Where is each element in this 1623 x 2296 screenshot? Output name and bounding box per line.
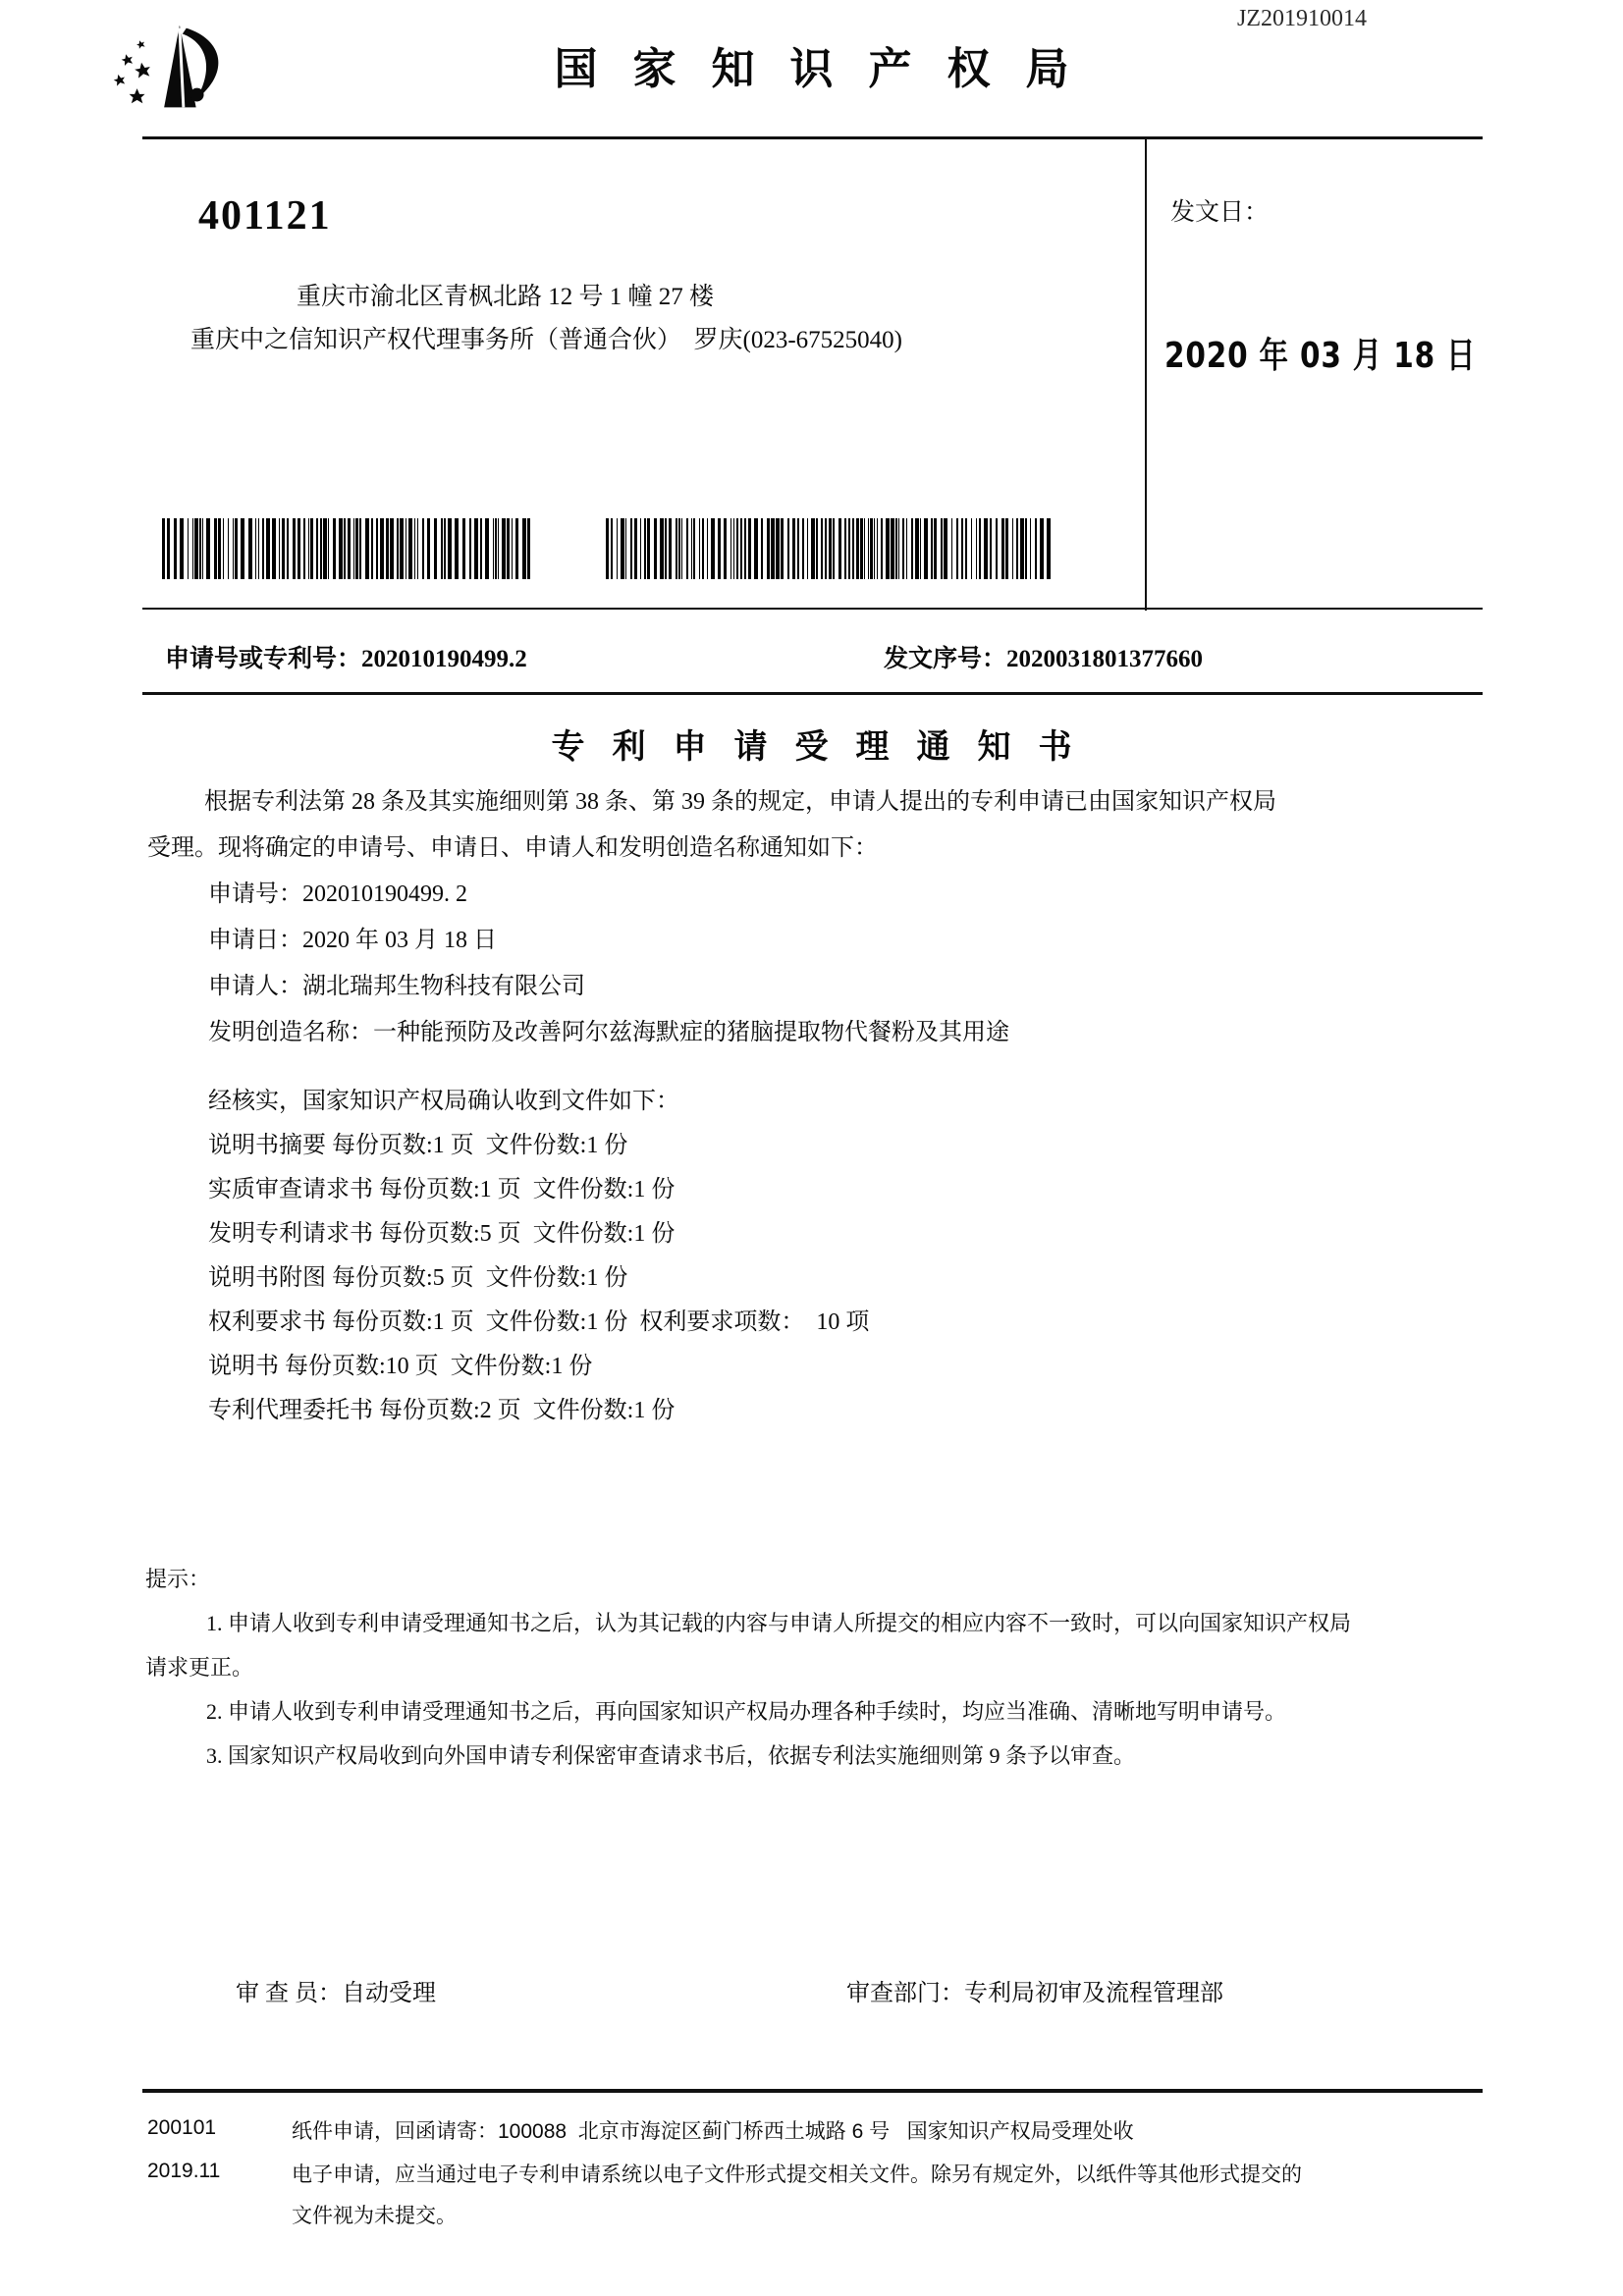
examiner-field bbox=[236, 1973, 436, 2007]
intro-line: 根据专利法第 28 条及其实施细则第 38 条、第 39 条的规定，申请人提出的专利申请已由国家知识产权局 bbox=[204, 789, 1276, 815]
received-file-line: 说明书 每份页数:10 页 文件份数:1 份 bbox=[208, 1354, 593, 1379]
application-barcode-icon bbox=[162, 518, 533, 579]
vertical-divider bbox=[1145, 136, 1147, 611]
tip-line: 3. 国家知识产权局收到向外国申请专利保密审查请求书后，依据专利法实施细则第 9 条予以审查。 bbox=[206, 1743, 1136, 1768]
doc-code: JZ201910014 bbox=[1237, 6, 1367, 31]
department-value: 专利局初审及流程管理部 bbox=[964, 1981, 1223, 2006]
notice-body bbox=[147, 779, 1507, 1433]
application-number-value: 202010190499.2 bbox=[361, 646, 527, 672]
application-number-field bbox=[165, 639, 527, 674]
footer-form-code: 200101 bbox=[147, 2116, 217, 2139]
recipient-address-line2: 重庆中之信知识产权代理事务所（普通合伙） 罗庆(023-67525040) bbox=[190, 327, 902, 353]
received-file-line: 权利要求书 每份页数:1 页 文件份数:1 份 权利要求项数： 10 项 bbox=[208, 1309, 870, 1335]
footer-note-line: 文件视为未提交。 bbox=[292, 2205, 457, 2227]
tips-section bbox=[145, 1557, 1510, 1778]
tip-line: 2. 申请人收到专利申请受理通知书之后，再向国家知识产权局办理各种手续时，均应当准确、清晰地写明申请号。 bbox=[206, 1699, 1287, 1724]
recipient-postcode: 401121 bbox=[198, 193, 332, 239]
serial-number-value: 2020031801377660 bbox=[1006, 646, 1204, 672]
detail-line-applicant: 申请人：湖北瑞邦生物科技有限公司 bbox=[208, 974, 585, 999]
footer-form-date: 2019.11 bbox=[147, 2160, 221, 2182]
detail-line-filing-date: 申请日：2020 年 03 月 18 日 bbox=[208, 928, 497, 953]
dispatch-date-label: 发文日： bbox=[1170, 199, 1270, 226]
tip-line: 请求更正。 bbox=[145, 1655, 254, 1680]
agency-title: 国家知识产权局 bbox=[554, 45, 1105, 93]
header-divider bbox=[142, 136, 1483, 139]
received-file-line: 说明书摘要 每份页数:1 页 文件份数:1 份 bbox=[208, 1133, 628, 1158]
footer-note-line: 纸件申请，回函请寄：100088 北京市海淀区蓟门桥西土城路 6 号 国家知识产权局受理处收 bbox=[292, 2120, 1134, 2143]
tips-label: 提示： bbox=[145, 1567, 211, 1591]
barcode-divider bbox=[142, 608, 1483, 610]
received-file-line: 实质审查请求书 每份页数:1 页 文件份数:1 份 bbox=[208, 1177, 676, 1202]
received-intro-line: 经核实，国家知识产权局确认收到文件如下： bbox=[208, 1089, 679, 1114]
tip-line: 1. 申请人收到专利申请受理通知书之后，认为其记载的内容与申请人所提交的相应内容不一致时，可以向国家知识产权局 bbox=[206, 1611, 1352, 1635]
spacer bbox=[147, 1056, 1507, 1080]
intro-line: 受理。现将确定的申请号、申请日、申请人和发明创造名称通知如下： bbox=[147, 835, 878, 861]
detail-line-invention-title: 发明创造名称：一种能预防及改善阿尔兹海默症的猪脑提取物代餐粉及其用途 bbox=[208, 1020, 1009, 1045]
received-file-line: 说明书附图 每份页数:5 页 文件份数:1 份 bbox=[208, 1265, 628, 1291]
recipient-address-line1: 重庆市渝北区青枫北路 12 号 1 幢 27 楼 bbox=[297, 284, 715, 310]
title-divider bbox=[142, 692, 1483, 695]
footer-note-line: 电子申请，应当通过电子专利申请系统以电子文件形式提交相关文件。除另有规定外，以纸件等其他形式提交的 bbox=[292, 2163, 1302, 2186]
notice-title: 专利申请受理通知书 bbox=[551, 729, 1100, 766]
serial-barcode-icon bbox=[606, 518, 1055, 579]
application-number-label: 申请号或专利号： bbox=[165, 646, 362, 672]
dispatch-date-value: 2020 年 03 月 18 日 bbox=[1164, 336, 1477, 376]
footer-divider bbox=[142, 2089, 1483, 2093]
department-label: 审查部门： bbox=[846, 1981, 964, 2006]
received-file-line: 专利代理委托书 每份页数:2 页 文件份数:1 份 bbox=[208, 1398, 676, 1423]
examiner-value: 自动受理 bbox=[342, 1981, 436, 2006]
examiner-label: 审 查 员： bbox=[236, 1981, 342, 2006]
serial-number-label: 发文序号： bbox=[884, 646, 1007, 672]
detail-line-application-number: 申请号：202010190499. 2 bbox=[208, 881, 467, 907]
serial-number-field bbox=[884, 639, 1203, 674]
department-field bbox=[846, 1973, 1223, 2007]
received-file-line: 发明专利请求书 每份页数:5 页 文件份数:1 份 bbox=[208, 1221, 676, 1247]
